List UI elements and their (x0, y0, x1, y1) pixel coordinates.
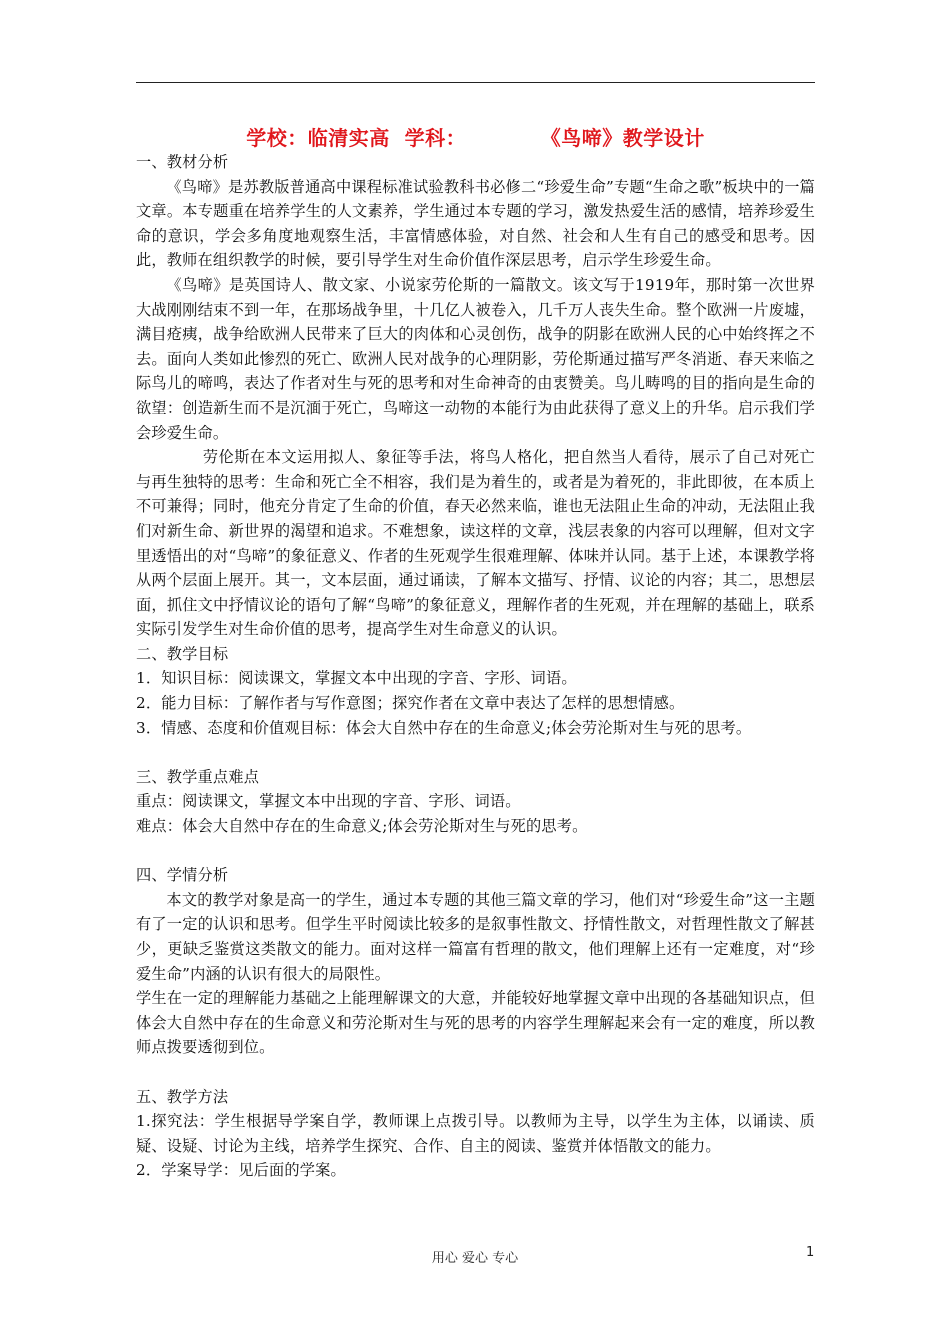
paragraph: 《鸟啼》是英国诗人、散文家、小说家劳伦斯的一篇散文。该文写于1919年，那时第一次世界大战刚刚结束不到一年，在那场战争里，十几亿人被卷入，几千万人丧失生命。整个欧洲一片废墟，满目疮痍，战争给欧洲人民带来了巨大的肉体和心灵创伤，战争的阴影在欧洲人民的心中始终挥之不去。面向人类如此惨烈的死亡、欧洲人民对战争的心理阴影，劳伦斯通过描写严冬消逝、春天来临之际鸟儿的啼鸣，表达了作者对生与死的思考和对生命神奇的由衷赞美。鸟儿畴鸣的目的指向是生命的欲望：创造新生而不是沉湎于死亡，鸟啼这一动物的本能行为由此获得了意义上的升华。启示我们学会珍爱生命。 (136, 275, 815, 442)
list-item: 2．学案导学：见后面的学案。 (136, 1161, 346, 1180)
footer-motto: 用心 爱心 专心 (431, 1251, 519, 1266)
list-item: 重点：阅读课文，掌握文本中出现的字音、字形、词语。 (136, 792, 521, 811)
section-heading-5: 五、教学方法 (136, 1087, 229, 1106)
page-number: 1 (806, 1245, 815, 1260)
list-item: 3．情感、态度和价值观目标：体会大自然中存在的生命意义;体会劳沦斯对生与死的思考。 (136, 718, 752, 737)
list-item: 难点：体会大自然中存在的生命意义;体会劳沦斯对生与死的思考。 (136, 817, 588, 836)
list-item: 1．知识目标：阅读课文，掌握文本中出现的字音、字形、词语。 (136, 669, 577, 688)
section-heading-2: 二、教学目标 (136, 644, 229, 663)
section-heading-1: 一、教材分析 (136, 153, 229, 171)
spacer (136, 740, 815, 765)
spacer (136, 839, 815, 864)
paragraph: 《鸟啼》是苏教版普通高中课程标准试验教科书必修二“珍爱生命”专题“生命之歌”板块中的一篇文章。本专题重在培养学生的人文素养，学生通过本专题的学习，激发热爱生活的感情，培养珍爱生命的意识，学会多角度地观察生活，丰富情感体验，对自然、社会和人生有自己的感受和思考。因此，教师在组织教学的时候，要引导学生对生命价值作深层思考，启示学生珍爱生命。 (136, 177, 815, 270)
section-heading-3: 三、教学重点难点 (136, 767, 260, 786)
document-body (136, 150, 815, 1183)
spacer (136, 1060, 815, 1085)
paragraph: 劳伦斯在本文运用拟人、象征等手法，将鸟人格化，把自然当人看待，展示了自己对死亡与再生独特的思考：生命和死亡全不相容，我们是为着生的，或者是为着死的，非此即彼，在本质上不可兼得；同时，他充分肯定了生命的价值，春天必然来临，谁也无法阻止生命的冲动，无法阻止我们对新生命、新世界的渴望和追求。不难想象，读这样的文章，浅层表象的内容可以理解，但对文字里透悟出的对“鸟啼”的象征意义、作者的生死观学生很难理解、体味并认同。基于上述，本课教学将从两个层面上展开。其一，文本层面，通过诵读，了解本文描写、抒情、议论的内容；其二，思想层面，抓住文中抒情议论的语句了解“鸟啼”的象征意义，理解作者的生死观，并在理解的基础上，联系实际引发学生对生命价值的思考，提高学生对生命意义的认识。 (136, 448, 815, 639)
list-item: 2．能力目标：了解作者与写作意图；探究作者在文章中表达了怎样的思想情感。 (136, 694, 685, 713)
paragraph: 学生在一定的理解能力基础之上能理解课文的大意，并能较好地掌握文章中出现的各基础知识点，但体会大自然中存在的生命意义和劳沦斯对生与死的思考的内容学生理解起来会有一定的难度，所以教师点拨要透彻到位。 (136, 989, 815, 1057)
list-item: 1.探究法：学生根据导学案自学，教师课上点拨引导。以教师为主导，以学生为主体，以诵读、质疑、设疑、讨论为主线，培养学生探究、合作、自主的阅读、鉴赏并体悟散文的能力。 (136, 1112, 815, 1155)
paragraph: 本文的教学对象是高一的学生，通过本专题的其他三篇文章的学习，他们对“珍爱生命”这一主题有了一定的认识和思考。但学生平时阅读比较多的是叙事性散文、抒情性散文，对哲理性散文了解甚少，更缺乏鉴赏这类散文的能力。面对这样一篇富有哲理的散文，他们理解上还有一定难度，对“珍爱生命”内涵的认识有很大的局限性。 (136, 890, 815, 983)
section-heading-4: 四、学情分析 (136, 866, 229, 885)
header-rule (136, 82, 815, 83)
document-title: 学校：临清实高 学科： 《鸟啼》教学设计 (246, 126, 705, 150)
